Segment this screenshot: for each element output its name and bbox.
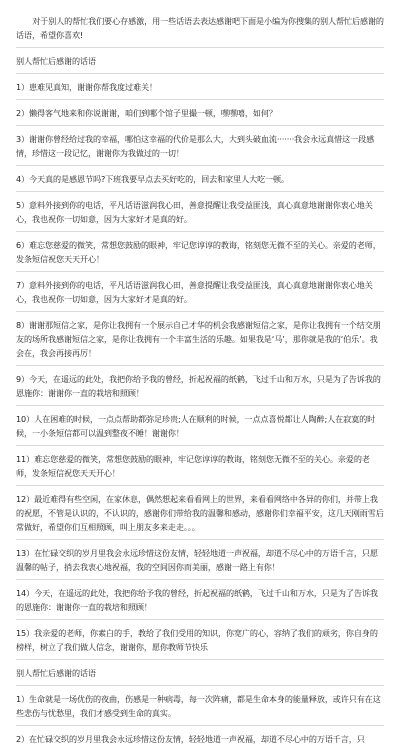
- divider: [16, 311, 384, 312]
- item-text: 5）意料外接到你的电话，平凡话语滋润我心田，善意提醒让我受益匪浅，真心真意地谢谢你衷心地关心，我也祝你一切如意，因为大家好才是真的好。: [16, 200, 373, 224]
- section-heading: 别人帮忙后感谢的话语: [16, 668, 96, 678]
- item-text: 1）患难见真知，谢谢你帮我度过难关！: [16, 82, 157, 92]
- list-item: [16, 106, 384, 120]
- divider: [16, 47, 384, 48]
- list-item: [16, 452, 384, 480]
- list-item: [16, 546, 384, 574]
- item-text: 12）最近难得有些空闲，在家休息，偶然想起来看看网上的世界，来看看网络中各异的你们，并带上我的祝愿，不管是认识的，不认识的，感谢你们带给我的温馨和感动，感谢你们幸福平安，这几天刚雨雪后常做好，希望你们互相照顾，叫上朋友多来走走。。。: [16, 494, 384, 532]
- divider: [16, 725, 384, 726]
- item-text: 15）我亲爱的老师，你素白的手，教给了我们受用的知识，你宽广的心，容纳了我们的顽劣，你自身的榜样，树立了我们做人信念，谢谢你，愿你教师节快乐: [16, 628, 378, 652]
- item-text: 2）在忙碌交织的岁月里我会永远珍惜这份友情，轻轻地道一声祝福，却道不尽心中的万语千言，只: [16, 734, 365, 744]
- divider: [16, 191, 384, 192]
- divider: [16, 365, 384, 366]
- divider: [16, 165, 384, 166]
- item-text: 8）谢谢那短信之家，是你让我拥有一个展示自己才华的机会我感谢短信之家，是你让我拥有一个结交朋友的场所我感谢短信之家，是你让我拥有一个丰富生活的乐趣。如果我是‘马’，那你就是我的‘伯乐’。我会在，我会再接再厉！: [16, 320, 381, 358]
- list-item: [16, 198, 384, 226]
- divider: [16, 485, 384, 486]
- divider: [16, 99, 384, 100]
- divider: [16, 445, 384, 446]
- divider: [16, 73, 384, 74]
- list-item: [16, 492, 384, 534]
- item-text: 7）意料外接到你的电话，平凡话语滋润我心田，善意提醒让我受益匪浅，真心真意地谢谢你衷心地关心，我也祝你一切如意，因为大家好才是真的好。: [16, 280, 373, 304]
- list-item: [16, 626, 384, 654]
- list-item: [16, 238, 384, 266]
- item-text: 3）谢谢你曾经给过我的幸福，哪怕这幸福的代价是那么大，大到头破血流·······我会永远真惜这一段感情，珍惜这一段记忆，谢谢你为我做过的一切！: [16, 134, 375, 158]
- list-item: [16, 132, 384, 160]
- list-item: [16, 80, 384, 94]
- divider: [16, 619, 384, 620]
- item-text: 10）人在困难的时候，一点点帮助都弥足珍贵;人在顺利的时候，一点点喜悦都让人陶醉;人在寂寞的时候，一小条短信都可以温到整夜不睡！谢谢你！: [16, 414, 376, 438]
- list-item: [16, 278, 384, 306]
- divider: [16, 271, 384, 272]
- divider: [16, 125, 384, 126]
- item-text: 14）今天，在遥远的此处，我把你给予我的曾经，折起祝福的纸鹤，飞过千山和万水，只是为了告诉我的恩施你：谢谢你一直的栽培和照顾！: [16, 588, 378, 612]
- list-item: [16, 318, 384, 360]
- section-heading: 别人帮忙后感谢的话语: [16, 56, 96, 66]
- divider: [16, 659, 384, 660]
- item-text: 4）今天真的是感恩节吗?下班我要早点去买好吃的，回去和家里人大吃一顿。: [16, 174, 290, 184]
- list-item: [16, 172, 384, 186]
- item-text: 6）难忘您慈爱的微笑，常想您鼓励的眼神，牢记您谆谆的教诲，铭刻您无微不至的关心。亲爱的老师，发条短信祝您天天开心！: [16, 240, 381, 264]
- divider: [16, 231, 384, 232]
- divider: [16, 539, 384, 540]
- item-text: 9）今天，在遥远的此处，我把你给予我的曾经，折起祝福的纸鹤，飞过千山和万水，只是为了告诉我的恩施你：谢谢你一直的栽培和照顾！: [16, 374, 381, 398]
- item-text: 13）在忙碌交织的岁月里我会永远珍惜这份友情，轻轻地道一声祝福，却道不尽心中的万语千言，只愿温馨的帖子，捎去我衷心地祝福，我的空间因你而美丽，感谢一路上有你！: [16, 548, 378, 572]
- divider: [16, 685, 384, 686]
- list-item: [16, 372, 384, 400]
- divider: [16, 405, 384, 406]
- item-text: 11）难忘您慈爱的微笑，常想您鼓励的眼神，牢记您谆谆的教诲，铭刻您无微不至的关心。亲爱的老师，发条短信祝您天天开心！: [16, 454, 370, 478]
- list-item: [16, 412, 384, 440]
- list-item: [16, 732, 384, 746]
- intro-paragraph: 对于别人的帮忙我们要心存感激，用一些话语去表达感谢吧下面是小编为你搜集的别人帮忙后感谢的话语，希望你喜欢!: [16, 16, 384, 40]
- divider: [16, 579, 384, 580]
- item-text: 1）生命就是一场优伤的夜曲，伤感是一种病毒，每一次阵痛，都是生命本身的能量释放，或许只有在这些悲伤与忧愁里，我们才感受到生命的真实。: [16, 694, 381, 718]
- list-item: [16, 692, 384, 720]
- list-item: [16, 586, 384, 614]
- item-text: 2）懒得客气地来和你说谢谢，咱们到哪个馆子里撮一顿，嘿嘿嘻，如何？: [16, 108, 277, 118]
